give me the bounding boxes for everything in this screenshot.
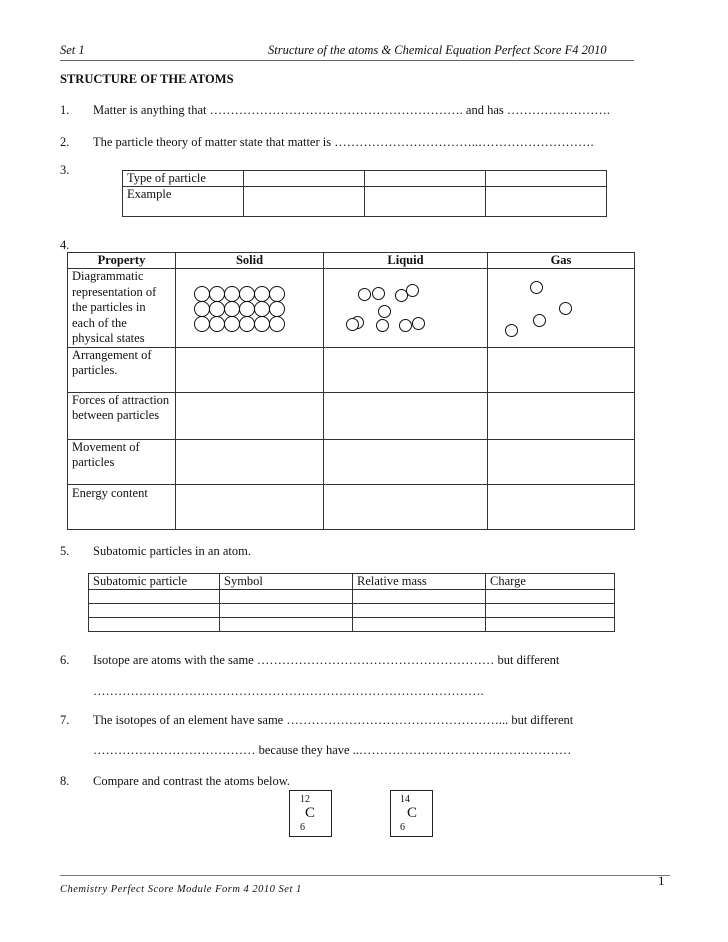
- footer-text: Chemistry Perfect Score Module Form 4 2010 Set 1: [60, 884, 302, 895]
- mass-number: 14: [400, 794, 410, 805]
- liquid-particle: [358, 288, 371, 301]
- gas-particle: [530, 281, 543, 294]
- liquid-particle: [376, 319, 389, 332]
- gas-particle: [533, 314, 546, 327]
- liquid-particle: [406, 284, 419, 297]
- q3-row-label: Example: [123, 187, 244, 217]
- q4-cell: [176, 347, 324, 392]
- subatomic-cell: [89, 618, 220, 632]
- section-title: STRUCTURE OF THE ATOMS: [60, 72, 234, 86]
- subatomic-cell: [89, 604, 220, 618]
- element-symbol: C: [407, 805, 418, 821]
- element-symbol: C: [305, 805, 316, 821]
- solid-particle: [269, 286, 285, 302]
- q4-cell: [324, 347, 488, 392]
- gas-particle: [505, 324, 518, 337]
- header-right: Structure of the atoms & Chemical Equation Perfect Score F4 2010: [268, 43, 607, 57]
- q4-cell: [324, 392, 488, 439]
- liquid-particle: [399, 319, 412, 332]
- q8-text: Compare and contrast the atoms below.: [93, 774, 291, 788]
- solid-particle: [209, 316, 225, 332]
- liquid-particle: [372, 287, 385, 300]
- q3-row-label: Type of particle: [123, 171, 244, 187]
- subatomic-cell: [353, 604, 486, 618]
- gas-particle: [559, 302, 572, 315]
- q3-cell: [365, 187, 486, 217]
- q4-number: 4.: [60, 238, 70, 252]
- subatomic-cell: [353, 618, 486, 632]
- solid-particle: [194, 316, 210, 332]
- atom-carbon-12: [289, 790, 332, 837]
- q2-text: The particle theory of matter state that matter is ……………………………..……………………….: [93, 135, 594, 149]
- solid-particle: [194, 286, 210, 302]
- q6-line1: Isotope are atoms with the same ………………………………………………… but different: [93, 653, 560, 667]
- subatomic-header: Subatomic particle: [89, 574, 220, 590]
- q4-cell: [488, 392, 635, 439]
- solid-particle: [209, 301, 225, 317]
- mass-number: 12: [300, 794, 310, 805]
- subatomic-table: [88, 573, 615, 632]
- q4-cell: [176, 439, 324, 484]
- liquid-particle: [346, 318, 359, 331]
- solid-particle: [209, 286, 225, 302]
- q6-line2: ………………………………………………………………………………….: [93, 684, 484, 698]
- subatomic-header: Charge: [486, 574, 615, 590]
- q3-cell: [244, 171, 365, 187]
- solid-particle: [269, 316, 285, 332]
- row-label-movement: Movement of particles: [68, 439, 176, 484]
- q3-cell: [244, 187, 365, 217]
- q4-cell: [488, 484, 635, 529]
- subatomic-header: Relative mass: [353, 574, 486, 590]
- col-header-liquid: Liquid: [324, 253, 488, 269]
- col-header-property: Property: [68, 253, 176, 269]
- subatomic-cell: [486, 590, 615, 604]
- row-label-diagram: Diagrammatic representation of the particles in each of the physical states: [68, 269, 176, 348]
- q4-cell: [324, 484, 488, 529]
- subatomic-cell: [486, 604, 615, 618]
- subatomic-cell: [89, 590, 220, 604]
- page-number: 1: [658, 873, 665, 888]
- q3-table: [122, 170, 607, 217]
- solid-particle: [239, 286, 255, 302]
- liquid-particle: [412, 317, 425, 330]
- q4-cell: [488, 347, 635, 392]
- solid-particle: [254, 316, 270, 332]
- solid-particle: [224, 301, 240, 317]
- q3-cell: [365, 171, 486, 187]
- solid-particle: [254, 286, 270, 302]
- q4-cell: [488, 439, 635, 484]
- solid-particle: [224, 316, 240, 332]
- q7-number: 7.: [60, 713, 70, 727]
- subatomic-cell: [220, 604, 353, 618]
- header-rule: [60, 60, 634, 61]
- col-header-gas: Gas: [488, 253, 635, 269]
- atom-carbon-14: [390, 790, 433, 837]
- q6-number: 6.: [60, 653, 70, 667]
- q4-cell: [176, 484, 324, 529]
- subatomic-cell: [486, 618, 615, 632]
- solid-particle: [194, 301, 210, 317]
- q1-number: 1.: [60, 103, 70, 117]
- subatomic-cell: [220, 590, 353, 604]
- subatomic-cell: [353, 590, 486, 604]
- liquid-diagram-cell: [324, 269, 488, 348]
- liquid-particle: [378, 305, 391, 318]
- q3-number: 3.: [60, 163, 70, 177]
- row-label-energy: Energy content: [68, 484, 176, 529]
- footer-rule: [60, 875, 670, 876]
- q4-cell: [324, 439, 488, 484]
- q5-number: 5.: [60, 544, 70, 558]
- q3-cell: [486, 171, 607, 187]
- solid-particle: [269, 301, 285, 317]
- q1-text: Matter is anything that ……………………………………………………. and has …………………….: [93, 103, 610, 117]
- row-label-forces: Forces of attraction between particles: [68, 392, 176, 439]
- solid-particle: [239, 301, 255, 317]
- solid-particle: [224, 286, 240, 302]
- solid-particle: [254, 301, 270, 317]
- q2-number: 2.: [60, 135, 70, 149]
- q7-line2: ………………………………… because they have ..……………………………………………: [93, 743, 572, 757]
- col-header-solid: Solid: [176, 253, 324, 269]
- q3-cell: [486, 187, 607, 217]
- q8-number: 8.: [60, 774, 70, 788]
- proton-number: 6: [300, 822, 305, 833]
- proton-number: 6: [400, 822, 405, 833]
- q5-text: Subatomic particles in an atom.: [93, 544, 251, 558]
- q7-line1: The isotopes of an element have same ……………………………………………... but different: [93, 713, 574, 727]
- subatomic-cell: [220, 618, 353, 632]
- solid-particle: [239, 316, 255, 332]
- header-left: Set 1: [60, 43, 85, 57]
- q4-cell: [176, 392, 324, 439]
- states-of-matter-table: [67, 252, 635, 530]
- row-label-arrangement: Arrangement of particles.: [68, 347, 176, 392]
- subatomic-header: Symbol: [220, 574, 353, 590]
